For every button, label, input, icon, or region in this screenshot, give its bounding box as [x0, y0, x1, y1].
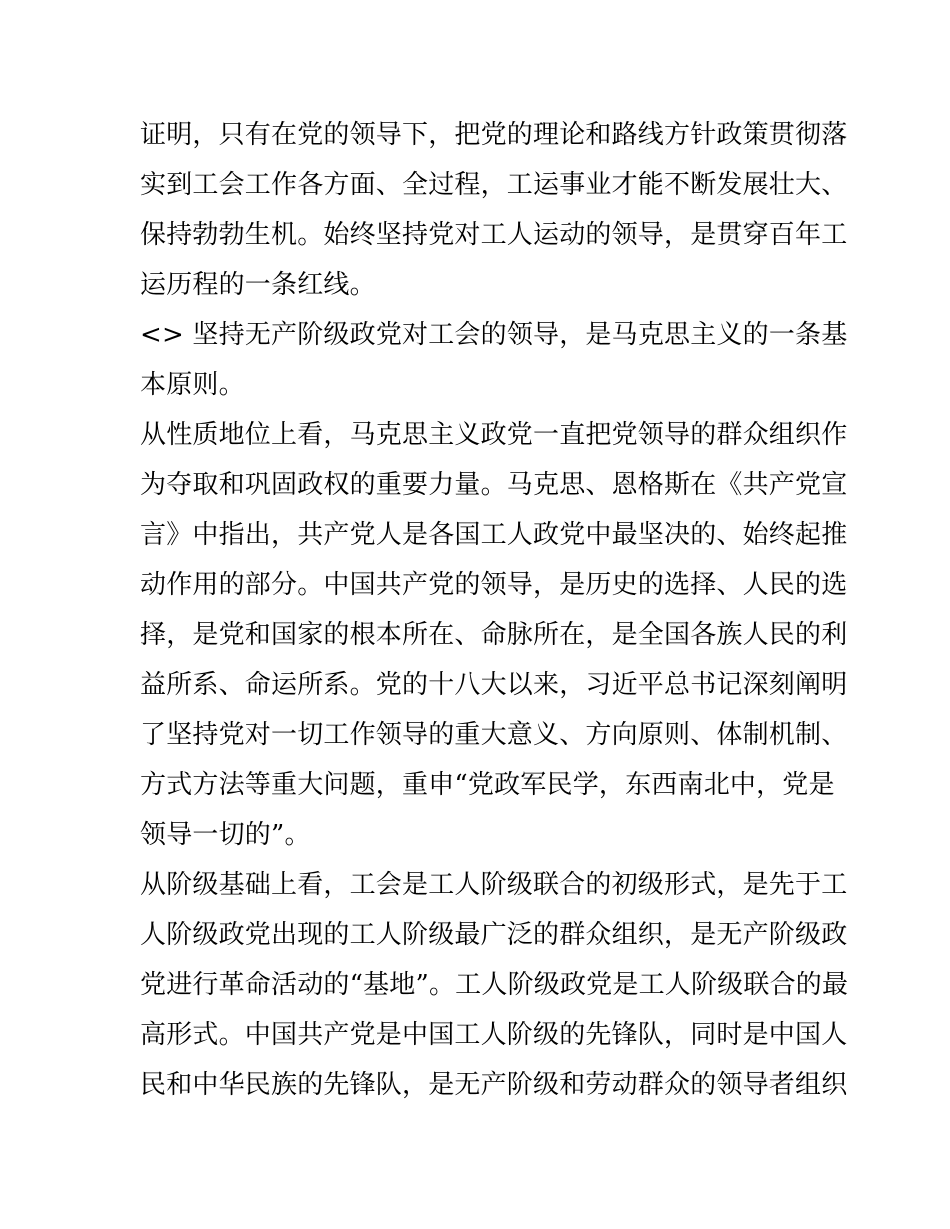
text-line-15: 领导一切的”。 — [140, 820, 311, 850]
text-line-10: 动作用的部分。中国共产党的领导，是历史的选择、人民的选 — [140, 570, 848, 600]
text-line-6: 本原则。 — [140, 370, 245, 400]
text-line-1: 证明，只有在党的领导下，把党的理论和路线方针政策贯彻落 — [140, 120, 848, 150]
text-line-16: 从阶级基础上看，工会是工人阶级联合的初级形式，是先于工 — [140, 870, 848, 900]
text-line-18: 党进行革命活动的“基地”。工人阶级政党是工人阶级联合的最 — [140, 970, 849, 1000]
text-line-3: 保持勃勃生机。始终坚持党对工人运动的领导，是贯穿百年工 — [140, 220, 848, 250]
text-line-12: 益所系、命运所系。党的十八大以来，习近平总书记深刻阐明 — [140, 670, 848, 700]
text-line-8: 为夺取和巩固政权的重要力量。马克思、恩格斯在《共产党宣 — [140, 470, 848, 500]
text-line-17: 人阶级政党出现的工人阶级最广泛的群众组织，是无产阶级政 — [140, 920, 848, 950]
text-line-11: 择，是党和国家的根本所在、命脉所在，是全国各族人民的利 — [140, 620, 848, 650]
text-line-19: 高形式。中国共产党是中国工人阶级的先锋队，同时是中国人 — [140, 1020, 848, 1050]
document-page — [140, 110, 849, 1110]
text-line-5: <> 坚持无产阶级政党对工会的领导，是马克思主义的一条基 — [140, 320, 848, 350]
text-line-2: 实到工会工作各方面、全过程，工运事业才能不断发展壮大、 — [140, 170, 848, 200]
text-line-20: 民和中华民族的先锋队，是无产阶级和劳动群众的领导者组织 — [140, 1070, 848, 1100]
text-line-13: 了坚持党对一切工作领导的重大意义、方向原则、体制机制、 — [140, 720, 848, 750]
text-line-7: 从性质地位上看，马克思主义政党一直把党领导的群众组织作 — [140, 420, 848, 450]
text-line-9: 言》中指出，共产党人是各国工人政党中最坚决的、始终起推 — [140, 520, 848, 550]
text-line-4: 运历程的一条红线。 — [140, 270, 376, 300]
text-line-14: 方式方法等重大问题，重申“党政军民学，东西南北中，党是 — [140, 770, 835, 800]
